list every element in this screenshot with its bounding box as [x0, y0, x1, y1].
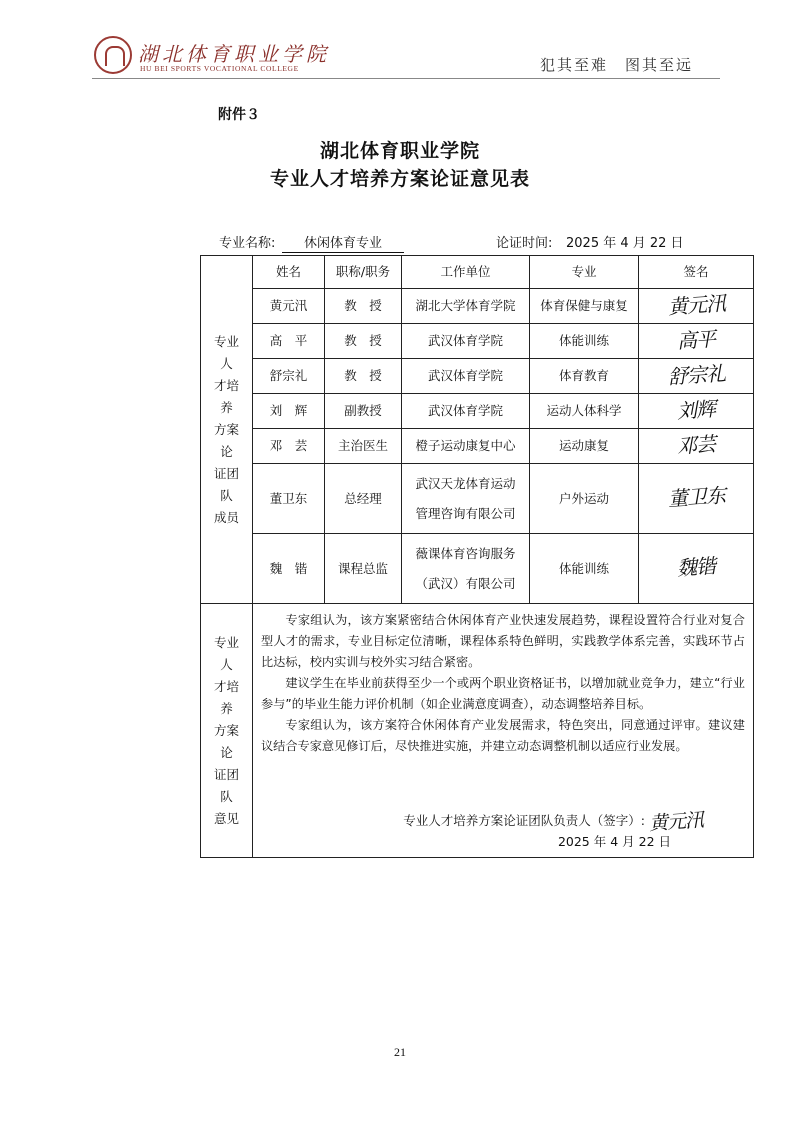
handwritten-signature: 黄元汛: [666, 290, 726, 319]
attachment-label: 附件３: [218, 107, 260, 123]
opinion-paragraph: 建议学生在毕业前获得至少一个或两个职业资格证书，以增加就业竞争力，建立“行业参与”的毕业生能力评价机制（如企业满意度调查），动态调整培养目标。: [261, 676, 745, 711]
table-row: [201, 464, 754, 534]
handwritten-signature: 邓芸: [676, 431, 716, 458]
member-unit-line: （武汉）有限公司: [415, 575, 516, 591]
opinion-paragraph: 专家组认为，该方案符合休闲体育产业发展需求，特色突出，同意通过评审。建议建议结合专家意见修订后，尽快推进实施，并建立动态调整机制以适应行业发展。: [261, 718, 745, 753]
table-row: [201, 534, 754, 604]
member-unit: [402, 464, 530, 534]
table-row: [201, 324, 754, 359]
header-motto: 犯其至难 图其至远: [540, 56, 694, 74]
member-title: 主治医生: [325, 429, 402, 464]
member-signature: [639, 394, 754, 429]
evaluation-table: [200, 255, 754, 858]
member-name: 舒宗礼: [253, 359, 325, 394]
member-name: 董卫东: [253, 464, 325, 534]
member-signature: [639, 429, 754, 464]
major-value: 休闲体育专业: [282, 232, 404, 253]
member-name: 黄元汛: [253, 289, 325, 324]
col-title: 职称/职务: [325, 256, 402, 289]
member-signature: [639, 324, 754, 359]
major-label: 专业名称:: [219, 236, 276, 251]
member-title: 教 授: [325, 359, 402, 394]
col-unit: 工作单位: [402, 256, 530, 289]
member-name: 刘 辉: [253, 394, 325, 429]
opinion-paragraph: 专家组认为，该方案紧密结合休闲体育产业快速发展趋势，课程设置符合行业对复合型人才的需求，专业目标定位清晰，课程体系特色鲜明，实践教学体系完善，实践环节占比达标，校内实训与校外实习结合紧密。: [261, 613, 745, 669]
handwritten-signature: 舒宗礼: [666, 360, 726, 389]
member-title: 课程总监: [325, 534, 402, 604]
document-subtitle: 专业人才培养方案论证意见表: [269, 168, 530, 190]
handwritten-signature: 高平: [676, 326, 716, 353]
col-signature: 签名: [639, 256, 754, 289]
member-name: 邓 芸: [253, 429, 325, 464]
col-name: 姓名: [253, 256, 325, 289]
member-title: 副教授: [325, 394, 402, 429]
leader-sign-line: [403, 809, 704, 835]
member-unit: 湖北大学体育学院: [402, 289, 530, 324]
member-major: 户外运动: [530, 464, 639, 534]
member-signature: [639, 289, 754, 324]
member-major: 体育教育: [530, 359, 639, 394]
college-logo-seal: [94, 36, 132, 74]
leader-signature: 黄元汛: [648, 809, 704, 835]
handwritten-signature: 刘辉: [676, 396, 716, 423]
team-header-row: [201, 256, 754, 289]
member-major: 体能训练: [530, 534, 639, 604]
college-logo-name: 湖北体育职业学院: [138, 42, 330, 66]
member-name: 高 平: [253, 324, 325, 359]
member-unit: 武汉体育学院: [402, 324, 530, 359]
member-signature: [639, 464, 754, 534]
member-title: 教 授: [325, 289, 402, 324]
member-unit: [402, 534, 530, 604]
table-row: [201, 359, 754, 394]
document-title: 湖北体育职业学院: [319, 140, 480, 162]
opinion-cell: [253, 604, 754, 858]
member-unit: 武汉体育学院: [402, 359, 530, 394]
member-signature: [639, 534, 754, 604]
member-major: 体育保健与康复: [530, 289, 639, 324]
table-row: [201, 429, 754, 464]
table-row: [201, 289, 754, 324]
member-major: 体能训练: [530, 324, 639, 359]
member-unit-line: 薇课体育咨询服务: [415, 545, 516, 561]
header-divider: [92, 78, 720, 79]
member-major: 运动康复: [530, 429, 639, 464]
member-signature: [639, 359, 754, 394]
member-name: 魏 锴: [253, 534, 325, 604]
table-row: [201, 394, 754, 429]
leader-sign-date: 2025 年 4 月 22 日: [557, 834, 671, 849]
handwritten-signature: 董卫东: [666, 483, 726, 511]
team-side-label: 专业人 才培养 方案论 证团队 成员: [201, 256, 253, 604]
col-major: 专业: [530, 256, 639, 289]
opinion-text: [253, 604, 753, 757]
opinion-row: [201, 604, 754, 858]
leader-sign-label: 专业人才培养方案论证团队负责人（签字）:: [403, 813, 645, 828]
member-unit: 橙子运动康复中心: [402, 429, 530, 464]
opinion-side-label: 专业人 才培养 方案论 证团队 意见: [201, 604, 253, 858]
member-unit: 武汉体育学院: [402, 394, 530, 429]
member-unit-line: 管理咨询有限公司: [415, 505, 516, 521]
college-logo-english: HU BEI SPORTS VOCATIONAL COLLEGE: [140, 64, 299, 73]
member-major: 运动人体科学: [530, 394, 639, 429]
date-value: 2025 年 4 月 22 日: [566, 236, 684, 251]
member-title: 教 授: [325, 324, 402, 359]
handwritten-signature: 魏锴: [676, 553, 716, 581]
member-title: 总经理: [325, 464, 402, 534]
date-label: 论证时间:: [496, 236, 553, 251]
member-unit-line: 武汉天龙体育运动: [415, 475, 516, 491]
page-number: 21: [394, 1045, 406, 1059]
